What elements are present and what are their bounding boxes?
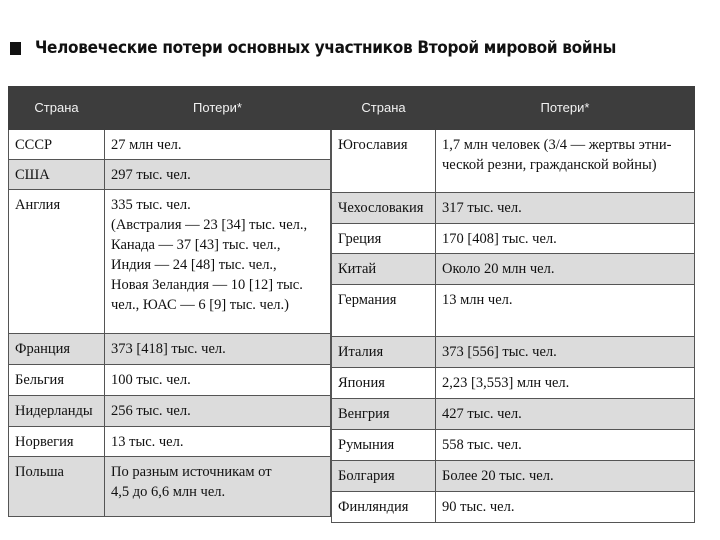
- losses-column-header: Потери*: [105, 87, 331, 130]
- losses-cell: 335 тыс. чел. (Австралия — 23 [34] тыс. чел., Канада — 37 [43] тыс. чел., Индия — 24 [48] тыс. чел., Новая Зеландия — 10 [12] тыс. чел., ЮАС — 6 [9] тыс. чел.): [105, 190, 331, 334]
- country-cell: Болгария: [332, 461, 436, 492]
- losses-cell: 170 [408] тыс. чел.: [436, 224, 695, 254]
- losses-cell: 256 тыс. чел.: [105, 396, 331, 427]
- losses-cell: 2,23 [3,553] млн чел.: [436, 368, 695, 399]
- losses-column-header: Потери*: [436, 87, 695, 130]
- country-cell: Югославия: [332, 130, 436, 193]
- header-row: [332, 87, 695, 130]
- country-column-header: Страна: [332, 87, 436, 130]
- table-row: [332, 461, 695, 492]
- losses-cell: 373 [418] тыс. чел.: [105, 334, 331, 365]
- country-cell: Италия: [332, 337, 436, 368]
- title-bullet: [10, 42, 21, 55]
- losses-cell: 1,7 млн человек (3/4 — жертвы этни- ческой резни, гражданской войны): [436, 130, 695, 193]
- table-row: [332, 492, 695, 523]
- country-cell: Англия: [9, 190, 105, 334]
- table-row: [332, 337, 695, 368]
- losses-cell: 100 тыс. чел.: [105, 365, 331, 396]
- country-cell: Норвегия: [9, 427, 105, 457]
- table-row: [332, 285, 695, 337]
- table-row: [9, 334, 331, 365]
- losses-table-right: [331, 86, 695, 523]
- table-row: [9, 396, 331, 427]
- title-row: [10, 38, 616, 58]
- country-cell: Румыния: [332, 430, 436, 461]
- country-cell: Франция: [9, 334, 105, 365]
- table-row: [332, 193, 695, 224]
- country-cell: Греция: [332, 224, 436, 254]
- header-row: [9, 87, 331, 130]
- table-row: [332, 254, 695, 285]
- table-row: [332, 368, 695, 399]
- country-cell: Польша: [9, 457, 105, 517]
- losses-cell: Более 20 тыс. чел.: [436, 461, 695, 492]
- losses-cell: 297 тыс. чел.: [105, 160, 331, 190]
- losses-cell: 90 тыс. чел.: [436, 492, 695, 523]
- table-row: [332, 399, 695, 430]
- losses-cell: По разным источникам от 4,5 до 6,6 млн чел.: [105, 457, 331, 517]
- country-column-header: Страна: [9, 87, 105, 130]
- table-row: [332, 430, 695, 461]
- table-row: [332, 130, 695, 193]
- losses-cell: 13 тыс. чел.: [105, 427, 331, 457]
- country-cell: Чехословакия: [332, 193, 436, 224]
- table-row: [9, 427, 331, 457]
- losses-cell: Около 20 млн чел.: [436, 254, 695, 285]
- losses-cell: 427 тыс. чел.: [436, 399, 695, 430]
- table-row: [9, 160, 331, 190]
- table-row: [9, 130, 331, 160]
- table-row: [9, 190, 331, 334]
- country-cell: Германия: [332, 285, 436, 337]
- table-row: [332, 224, 695, 254]
- country-cell: Китай: [332, 254, 436, 285]
- country-cell: Япония: [332, 368, 436, 399]
- losses-cell: 558 тыс. чел.: [436, 430, 695, 461]
- country-cell: Финляндия: [332, 492, 436, 523]
- table-row: [9, 365, 331, 396]
- losses-cell: 317 тыс. чел.: [436, 193, 695, 224]
- country-cell: СССР: [9, 130, 105, 160]
- losses-table-left: [8, 86, 331, 517]
- country-cell: Нидерланды: [9, 396, 105, 427]
- country-cell: Бельгия: [9, 365, 105, 396]
- page-title: Человеческие потери основных участников Второй мировой войны: [35, 38, 617, 58]
- losses-cell: 13 млн чел.: [436, 285, 695, 337]
- country-cell: США: [9, 160, 105, 190]
- table-row: [9, 457, 331, 517]
- losses-cell: 27 млн чел.: [105, 130, 331, 160]
- losses-cell: 373 [556] тыс. чел.: [436, 337, 695, 368]
- country-cell: Венгрия: [332, 399, 436, 430]
